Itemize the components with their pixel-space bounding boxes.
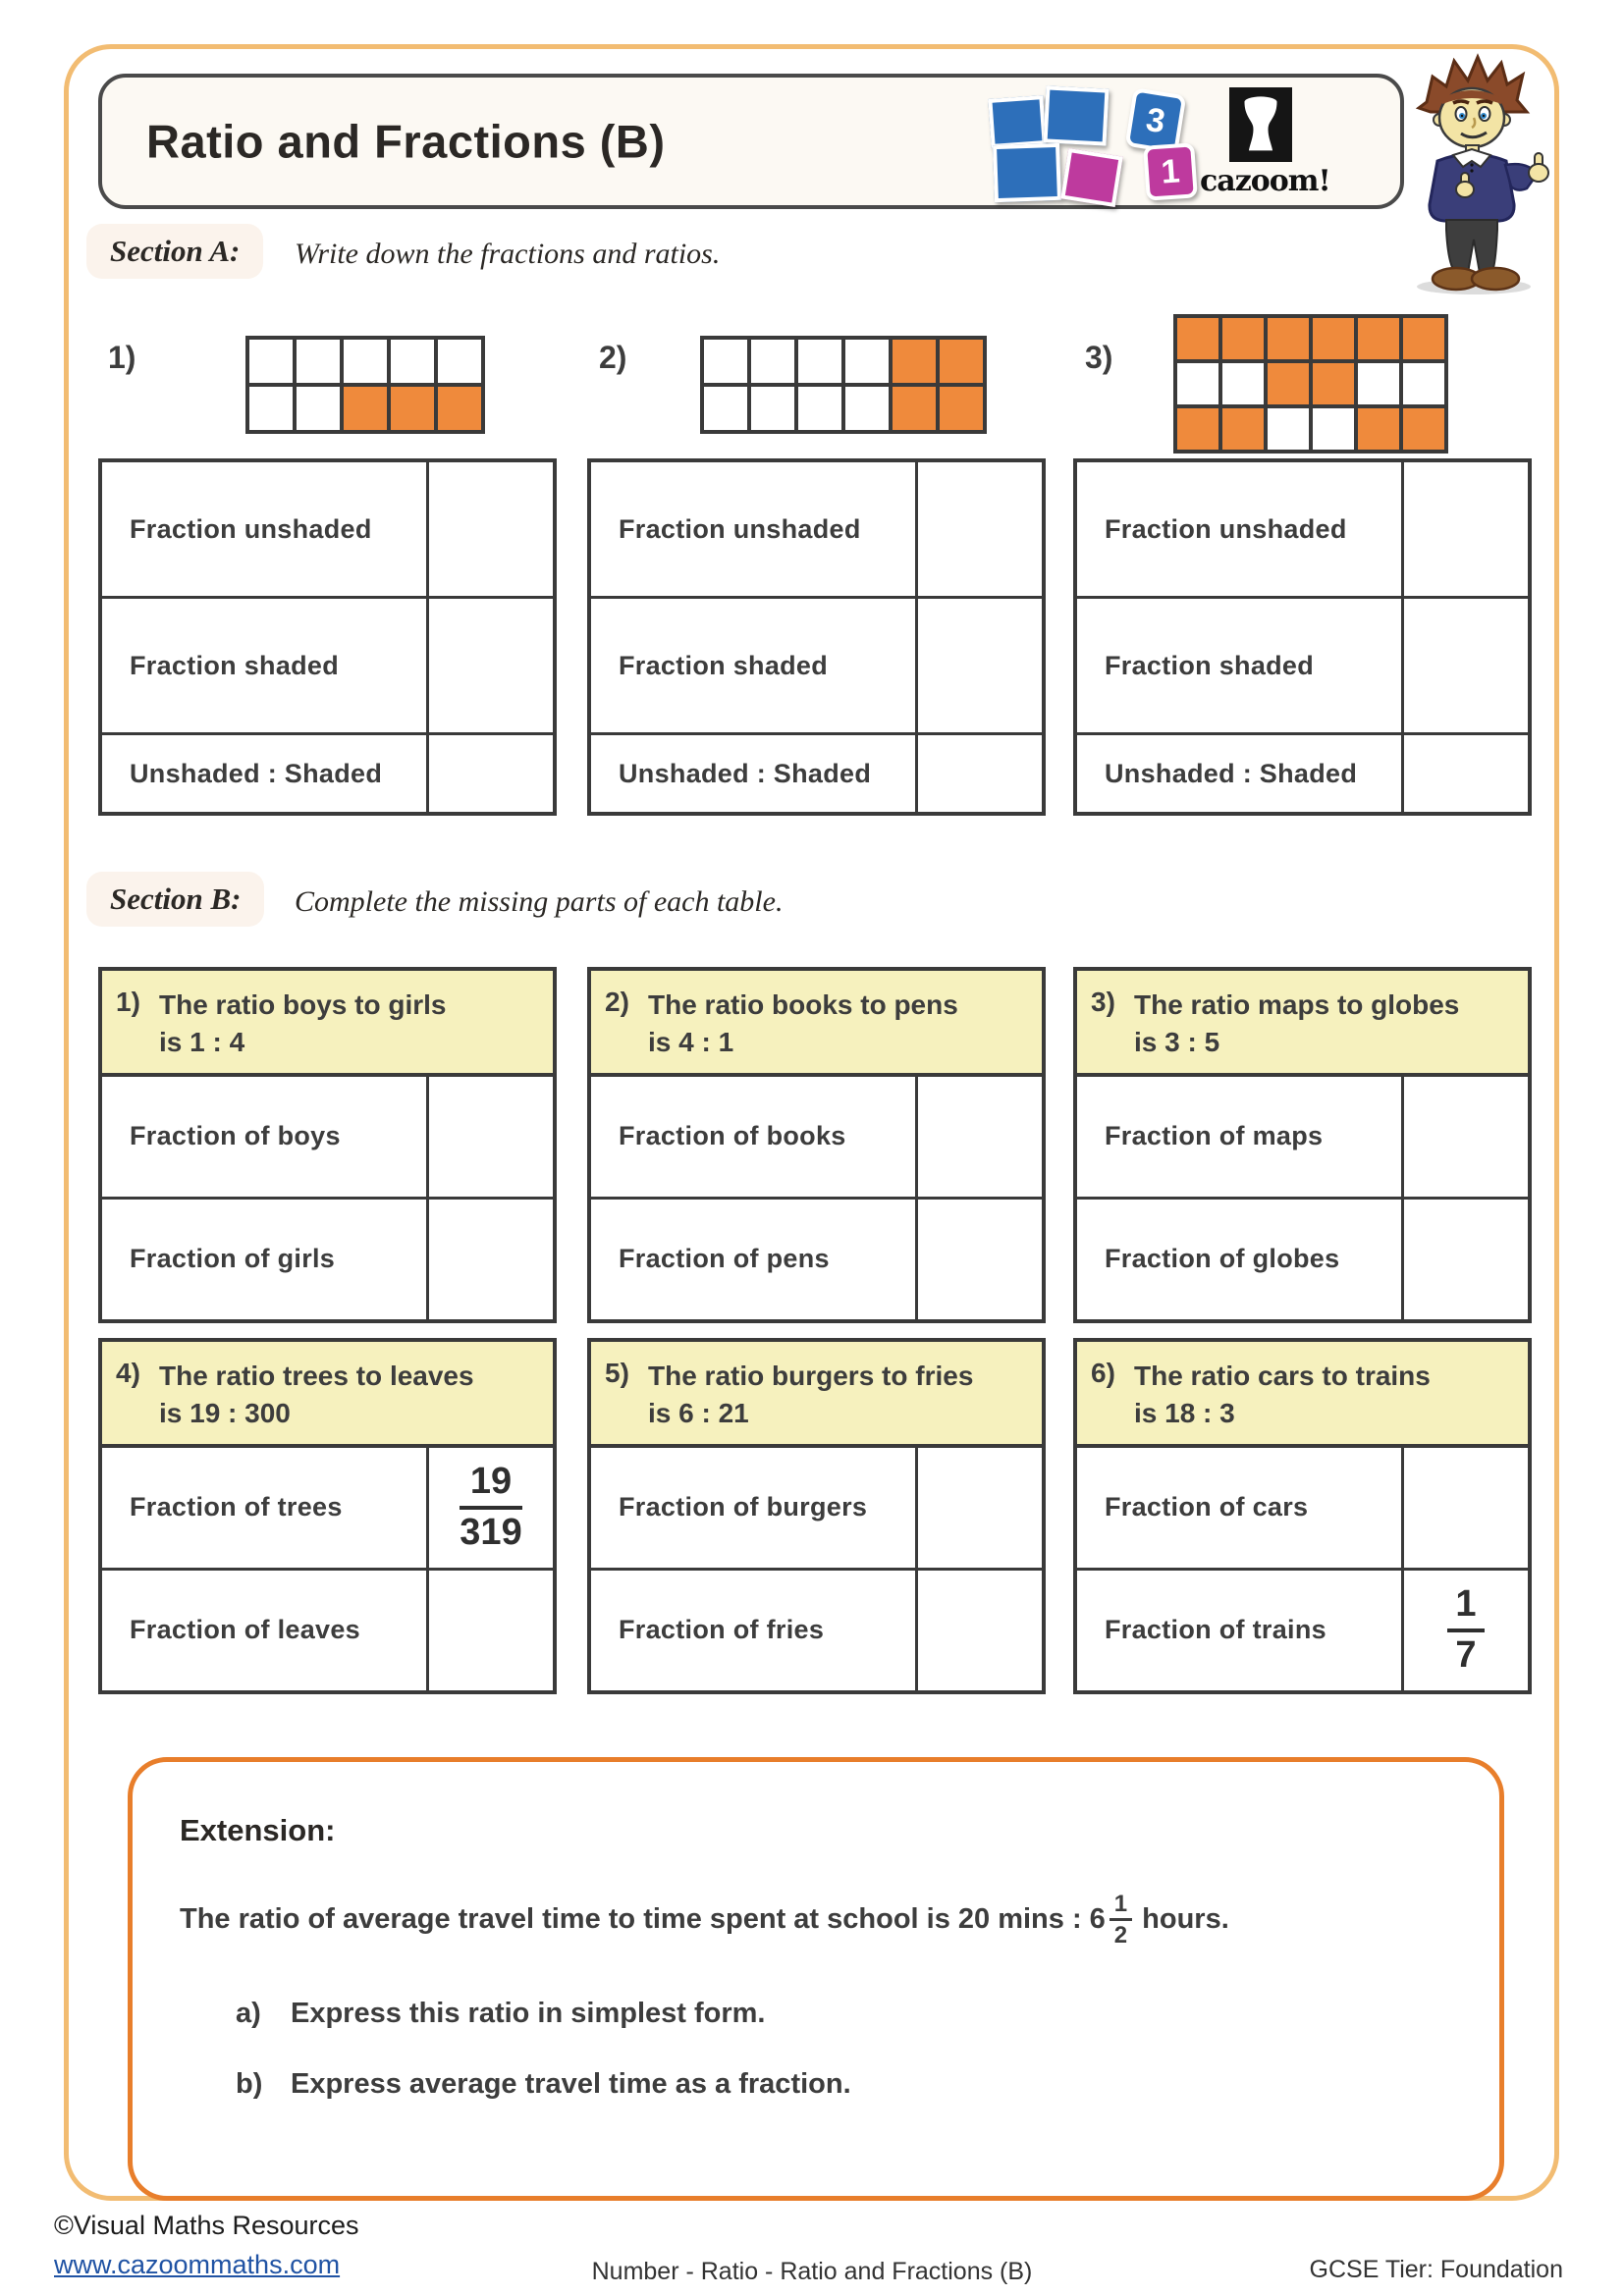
answer-cell [1401, 462, 1528, 596]
unshaded-grid-cell [798, 387, 841, 430]
extension-label: Extension: [180, 1813, 336, 1847]
logo-square-icon [1060, 148, 1122, 207]
shaded-grid-cell [1222, 318, 1264, 359]
unshaded-grid-cell [249, 340, 293, 383]
row-label: Fraction of fries [619, 1615, 825, 1645]
answer-cell [915, 1571, 1042, 1690]
extension-question [180, 1892, 1229, 1948]
unshaded-grid-cell [751, 387, 794, 430]
shaded-grid-cell [438, 387, 481, 430]
ratio-statement [102, 1342, 553, 1448]
mixed-number-fraction: $\frac{1}{2}$ [1110, 1892, 1132, 1948]
row-label: Fraction shaded [619, 650, 829, 680]
shaded-grid-cell [391, 387, 434, 430]
table-row [1077, 462, 1528, 596]
unshaded-grid-cell [297, 340, 340, 383]
row-label: Fraction of leaves [130, 1615, 360, 1645]
logo-square-icon [988, 95, 1046, 148]
table-row [102, 1568, 553, 1690]
section-a-instruction: Write down the fractions and ratios. [295, 238, 721, 270]
answer-cell [1401, 1448, 1528, 1568]
fraction-answer [460, 1462, 521, 1554]
ratio-statement-lines [648, 987, 958, 1061]
ratio-line-2: is 6 : 21 [648, 1397, 749, 1428]
ratio-line-2: is 4 : 1 [648, 1026, 734, 1057]
answer-cell [1401, 735, 1528, 812]
unshaded-grid-cell [1403, 363, 1444, 404]
unshaded-grid-cell [297, 387, 340, 430]
table-row [102, 1077, 553, 1197]
table-row [1077, 1077, 1528, 1197]
table-row [102, 1448, 553, 1568]
problem-number: 3) [1085, 340, 1113, 375]
row-label: Fraction of burgers [619, 1492, 868, 1522]
unshaded-grid-cell [1222, 363, 1264, 404]
answer-cell [1401, 1200, 1528, 1319]
cazoom-logo [990, 81, 1339, 201]
fraction-answer [1447, 1584, 1484, 1677]
table-row [1077, 1448, 1528, 1568]
problem-number: 1) [116, 987, 140, 1017]
row-label: Fraction of girls [130, 1244, 336, 1274]
row-label: Fraction shaded [1105, 650, 1315, 680]
row-label: Fraction of globes [1105, 1244, 1340, 1274]
shaded-grid-cell [893, 387, 936, 430]
table-row [591, 1568, 1042, 1690]
section-b-table [98, 1338, 557, 1694]
ratio-statement [591, 1342, 1042, 1448]
row-label: Fraction of pens [619, 1244, 830, 1274]
ratio-line-2: is 18 : 3 [1134, 1397, 1235, 1428]
unshaded-grid-cell [704, 340, 747, 383]
brand-wordmark: cazoom! [1200, 164, 1330, 198]
extension-question-text: The ratio of average travel time to time spent at school is 20 mins : 6 [180, 1903, 1106, 1936]
row-label: Fraction of books [619, 1121, 846, 1151]
fraction-denominator: 7 [1455, 1633, 1477, 1676]
problem-number: 6) [1091, 1358, 1115, 1388]
fraction-denominator: 319 [460, 1511, 522, 1553]
section-b-table [1073, 967, 1532, 1323]
ratio-statement-lines [648, 1358, 973, 1432]
fraction-numerator: 19 [460, 1462, 521, 1510]
shaded-grid-cell [1358, 318, 1399, 359]
unshaded-grid-cell [1177, 363, 1218, 404]
unshaded-grid-cell [845, 340, 889, 383]
section-b-table [587, 1338, 1046, 1694]
table-row [1077, 1568, 1528, 1690]
ratio-line-2: is 19 : 300 [159, 1397, 291, 1428]
shaded-grid-cell [1403, 408, 1444, 450]
fraction-grid [700, 336, 987, 434]
shaded-grid-cell [1177, 408, 1218, 450]
problem-number: 3) [1091, 987, 1115, 1017]
header [98, 74, 1404, 209]
logo-square-icon [993, 143, 1061, 202]
problem-number: 5) [605, 1358, 629, 1388]
table-row [102, 462, 553, 596]
section-b-table [98, 967, 557, 1323]
drum-icon [1229, 87, 1292, 162]
footer-website-link[interactable]: www.cazoommaths.com [54, 2250, 341, 2279]
table-row [591, 596, 1042, 732]
extension-item-b: b) Express average travel time as a fraction. [236, 2068, 851, 2100]
ratio-statement-lines [1134, 987, 1459, 1061]
unshaded-grid-cell [751, 340, 794, 383]
row-label: Fraction of maps [1105, 1121, 1324, 1151]
unshaded-grid-cell [1313, 408, 1354, 450]
ratio-line-1: The ratio burgers to fries [648, 1361, 974, 1391]
problem-number: 4) [116, 1358, 140, 1388]
table-row [1077, 1197, 1528, 1319]
unshaded-grid-cell [704, 387, 747, 430]
page-title: Ratio and Fractions (B) [146, 115, 666, 168]
logo-number-card-3: 3 [1125, 87, 1187, 154]
row-label: Unshaded : Shaded [1105, 758, 1358, 788]
section-a-table [587, 458, 1046, 816]
answer-cell [915, 1200, 1042, 1319]
logo-number-card-1: 1 [1143, 142, 1198, 200]
unshaded-grid-cell [391, 340, 434, 383]
ratio-statement [591, 971, 1042, 1077]
answer-cell [1401, 599, 1528, 732]
shaded-grid-cell [344, 387, 387, 430]
shaded-grid-cell [1358, 408, 1399, 450]
section-b-table [587, 967, 1046, 1323]
row-label: Unshaded : Shaded [619, 758, 872, 788]
table-row [591, 462, 1042, 596]
shaded-grid-cell [1268, 363, 1309, 404]
unshaded-grid-cell [798, 340, 841, 383]
shaded-grid-cell [940, 340, 983, 383]
extension-item-a: a) Express this ratio in simplest form. [236, 1998, 766, 2029]
unshaded-grid-cell [1358, 363, 1399, 404]
answer-cell [426, 1200, 553, 1319]
table-row [102, 596, 553, 732]
answer-cell [1401, 1571, 1528, 1690]
extension-question-suffix: hours. [1142, 1903, 1229, 1936]
answer-cell [426, 462, 553, 596]
row-label: Fraction unshaded [619, 513, 861, 544]
unshaded-grid-cell [1268, 408, 1309, 450]
problem-number: 2) [599, 340, 627, 375]
table-row [591, 1197, 1042, 1319]
row-label: Fraction unshaded [130, 513, 372, 544]
footer-tier: GCSE Tier: Foundation [1309, 2256, 1563, 2283]
shaded-grid-cell [1313, 318, 1354, 359]
row-label: Fraction of boys [130, 1121, 341, 1151]
answer-cell [426, 735, 553, 812]
row-label: Unshaded : Shaded [130, 758, 383, 788]
fraction-grid [245, 336, 485, 434]
ratio-line-1: The ratio trees to leaves [159, 1361, 474, 1391]
section-a-table [1073, 458, 1532, 816]
section-b-instruction: Complete the missing parts of each table. [295, 885, 784, 918]
answer-cell [426, 1571, 553, 1690]
answer-cell [915, 1077, 1042, 1197]
ratio-line-2: is 1 : 4 [159, 1026, 245, 1057]
ratio-line-1: The ratio maps to globes [1134, 989, 1460, 1020]
section-b-label: Section B: [86, 872, 264, 927]
answer-cell [1401, 1077, 1528, 1197]
answer-cell [915, 735, 1042, 812]
ratio-line-1: The ratio boys to girls [159, 989, 447, 1020]
answer-cell [426, 599, 553, 732]
unshaded-grid-cell [438, 340, 481, 383]
ratio-statement-lines [159, 987, 446, 1061]
table-row [1077, 596, 1528, 732]
shaded-grid-cell [940, 387, 983, 430]
fraction-grid [1173, 314, 1448, 454]
table-row [591, 1448, 1042, 1568]
answer-cell [915, 599, 1042, 732]
shaded-grid-cell [1177, 318, 1218, 359]
row-label: Fraction shaded [130, 650, 340, 680]
row-label: Fraction of trains [1105, 1615, 1326, 1645]
table-row [1077, 732, 1528, 812]
ratio-statement [1077, 971, 1528, 1077]
problem-number: 2) [605, 987, 629, 1017]
shaded-grid-cell [1268, 318, 1309, 359]
unshaded-grid-cell [249, 387, 293, 430]
ratio-line-1: The ratio cars to trains [1134, 1361, 1431, 1391]
row-label: Fraction of trees [130, 1492, 343, 1522]
footer-copyright: ©Visual Maths Resources [54, 2211, 359, 2240]
extension-box [128, 1757, 1504, 2201]
shaded-grid-cell [893, 340, 936, 383]
ratio-statement [102, 971, 553, 1077]
answer-cell [915, 1448, 1042, 1568]
section-a-label: Section A: [86, 224, 263, 279]
row-label: Fraction unshaded [1105, 513, 1347, 544]
table-row [591, 732, 1042, 812]
answer-cell [915, 462, 1042, 596]
unshaded-grid-cell [344, 340, 387, 383]
shaded-grid-cell [1222, 408, 1264, 450]
shaded-grid-cell [1313, 363, 1354, 404]
ratio-line-1: The ratio books to pens [648, 989, 958, 1020]
section-a-table [98, 458, 557, 816]
unshaded-grid-cell [845, 387, 889, 430]
ratio-statement [1077, 1342, 1528, 1448]
problem-number: 1) [108, 340, 136, 375]
ratio-statement-lines [1134, 1358, 1431, 1432]
logo-square-icon [1044, 85, 1110, 145]
answer-cell [426, 1448, 553, 1568]
footer-worksheet-path: Number - Ratio - Ratio and Fractions (B) [591, 2258, 1033, 2285]
table-row [102, 732, 553, 812]
table-row [102, 1197, 553, 1319]
shaded-grid-cell [1403, 318, 1444, 359]
ratio-statement-lines [159, 1358, 474, 1432]
section-b-table [1073, 1338, 1532, 1694]
answer-cell [426, 1077, 553, 1197]
table-row [591, 1077, 1042, 1197]
ratio-line-2: is 3 : 5 [1134, 1026, 1220, 1057]
mascot-boy-illustration [1370, 51, 1578, 298]
fraction-numerator: 1 [1447, 1584, 1484, 1632]
row-label: Fraction of cars [1105, 1492, 1309, 1522]
